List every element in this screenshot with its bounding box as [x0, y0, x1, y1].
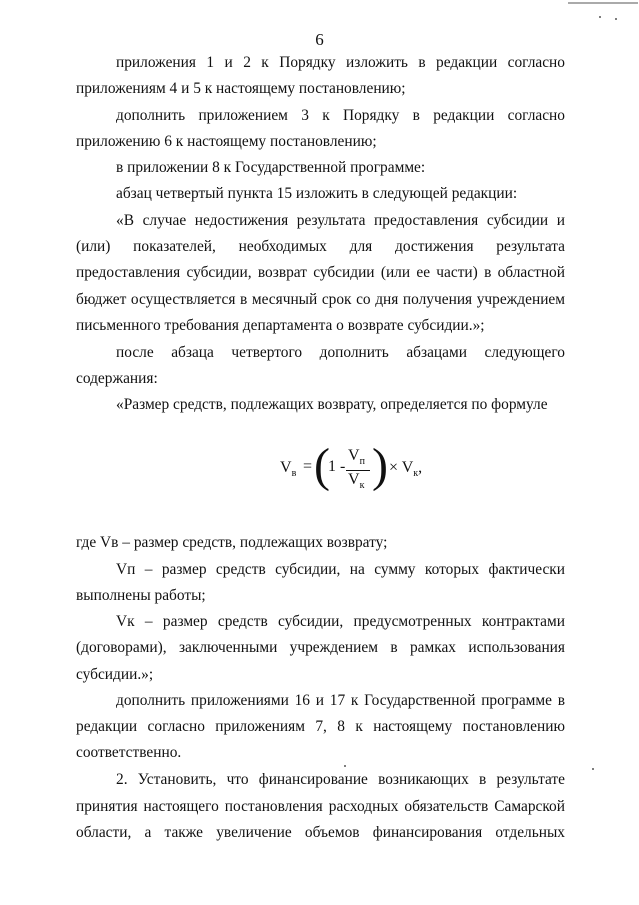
formula-equals: =: [303, 458, 313, 475]
formula-one-minus: 1 -: [328, 458, 346, 475]
definition-vp-line-2: выполнены работы;: [76, 587, 206, 604]
definition-vk-line-1: Vк – размер средств субсидии, предусмотренных контрактами: [116, 613, 565, 630]
formula-times-term: × $V_к$,: [389, 459, 423, 480]
formula-lhs: $V_в$: [280, 459, 297, 480]
scan-speck: [592, 768, 594, 770]
definition-vp-line-1: Vп – размер средств субсидии, на сумму которых фактически: [116, 561, 565, 578]
paragraph-5-line-5: письменного требования департамента о возврате субсидии.»;: [76, 317, 485, 334]
scan-speck: [344, 765, 346, 767]
paragraph-4: абзац четвертый пункта 15 изложить в следующей редакции:: [116, 185, 518, 202]
formula: [270, 440, 440, 500]
scan-speck: [615, 18, 617, 20]
paragraph-6-line-1: после абзаца четвертого дополнить абзацами следующего: [116, 344, 565, 361]
definition-vk-line-3: субсидии.»;: [76, 666, 154, 683]
right-paren: ): [372, 439, 388, 492]
paragraph-6-line-2: содержания:: [76, 370, 158, 387]
paragraph-1-line-1: приложения 1 и 2 к Порядку изложить в редакции согласно: [116, 54, 565, 71]
paragraph-8-line-2: редакции согласно приложениям 7, 8 к настоящему постановлению: [76, 718, 565, 735]
paragraph-8-line-1: дополнить приложениями 16 и 17 к Государственной программе в: [116, 692, 565, 709]
paragraph-9-line-1: 2. Установить, что финансирование возникающих в результате: [116, 771, 565, 788]
paragraph-2-line-2: приложению 6 к настоящему постановлению;: [76, 133, 377, 150]
paragraph-2-line-1: дополнить приложением 3 к Порядку в редакции согласно: [116, 107, 565, 124]
paragraph-5-line-1: «В случае недостижения результата предоставления субсидии и: [116, 212, 565, 229]
page-number: 6: [315, 30, 324, 49]
fraction-denominator: $V_к$: [348, 471, 365, 492]
left-paren: (: [314, 439, 330, 492]
definition-vk-line-2: (договорами), заключенными учреждением в рамках использования: [76, 639, 565, 656]
paragraph-5-line-3: предоставления субсидии, возврат субсидии (или ее части) в областной: [76, 264, 565, 281]
paragraph-7: «Размер средств, подлежащих возврату, определяется по формуле: [116, 396, 548, 413]
scan-edge-line: [568, 2, 638, 4]
paragraph-3: в приложении 8 к Государственной программе:: [116, 159, 426, 176]
definition-vv: где Vв – размер средств, подлежащих возврату;: [76, 534, 388, 551]
paragraph-5-line-2: (или) показателей, необходимых для достижения результата: [76, 238, 565, 255]
paragraph-9-line-3: области, а также увеличение объемов финансирования отдельных: [76, 824, 565, 841]
fraction-numerator: $V_п$: [348, 447, 365, 468]
paragraph-8-line-3: соответственно.: [76, 744, 182, 761]
paragraph-1-line-2: приложениям 4 и 5 к настоящему постановлению;: [76, 80, 406, 97]
paragraph-9-line-2: принятия настоящего постановления расходных обязательств Самарской: [76, 798, 565, 815]
scan-speck: [599, 16, 601, 18]
paragraph-5-line-4: бюджет осуществляется в месячный срок со дня получения учреждением: [76, 291, 565, 308]
